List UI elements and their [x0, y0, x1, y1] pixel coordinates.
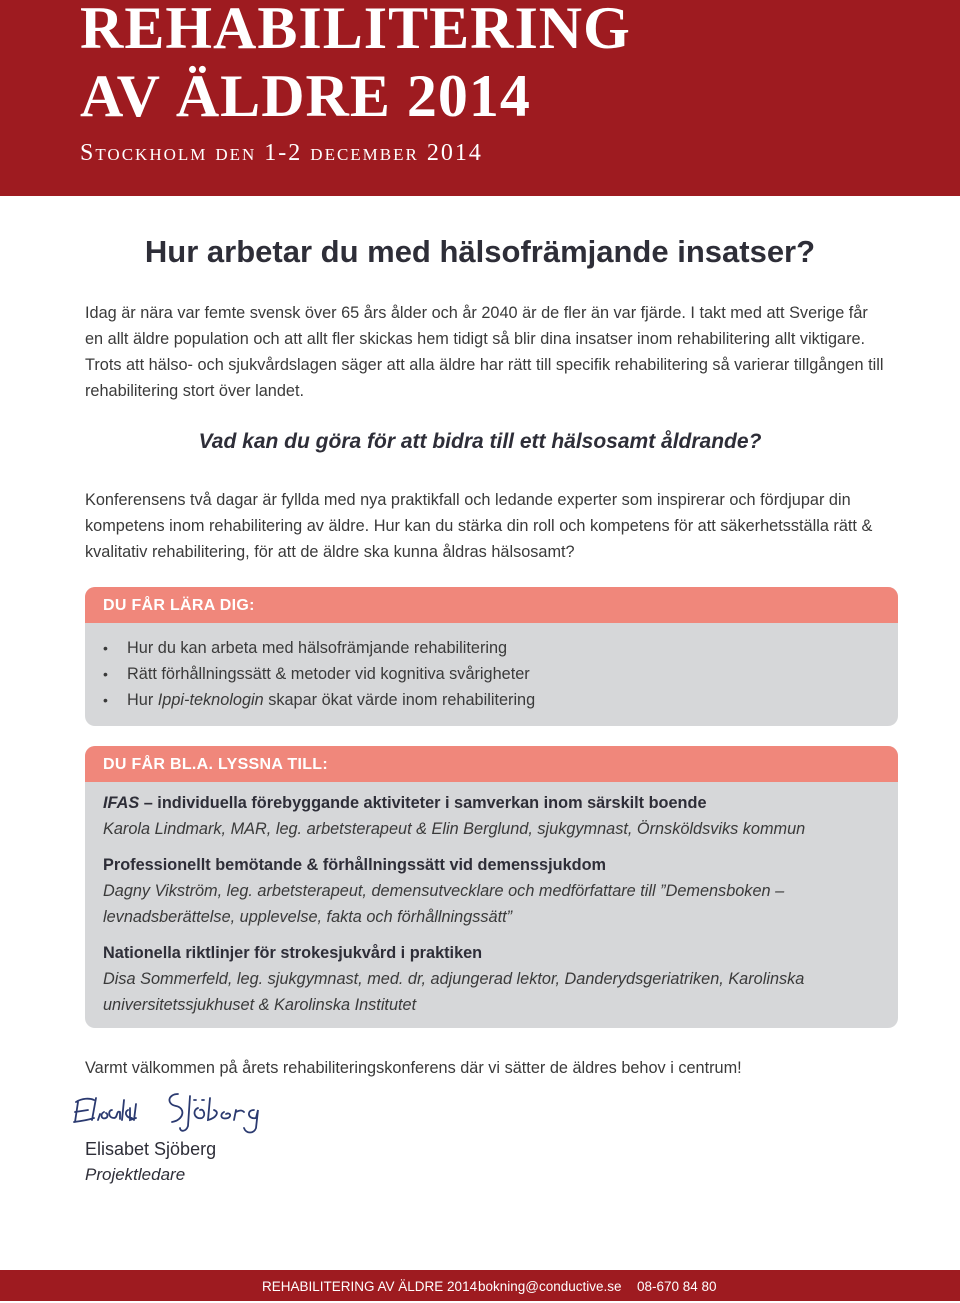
- handwritten-signature: [70, 1088, 280, 1136]
- learn-list-item: [85, 687, 898, 713]
- question-heading: Vad kan du göra för att bidra till ett hälsosamt åldrande?: [198, 430, 762, 453]
- event-title: [80, 0, 631, 130]
- talk-title: [103, 940, 880, 966]
- learn-box-heading: DU FÅR LÄRA DIG:: [85, 587, 898, 623]
- welcome-text: Varmt välkommen på årets rehabiliteringskonferens där vi sätter de äldres behov i centrum!: [85, 1059, 742, 1077]
- signer-role: Projektledare: [85, 1165, 186, 1184]
- talk-item: [85, 940, 898, 1018]
- talk-title: [103, 790, 880, 816]
- learn-item-text: skapar ökat värde inom rehabilitering: [263, 691, 536, 709]
- headline: Hur arbetar du med hälsofrämjande insatser?: [144, 234, 816, 269]
- footer-event: REHABILITERING AV ÄLDRE 2014: [262, 1279, 478, 1294]
- learn-box: [85, 587, 898, 726]
- event-subtitle: Stockholm den 1-2 december 2014: [80, 140, 483, 166]
- talk-title-emphasis: IFAS: [103, 794, 140, 812]
- talk-speaker: Dagny Vikström, leg. arbetsterapeut, demensutvecklare och medförfattare till ”Demensboken – levnadsberättelse, upplevelse, fakta och förhållningssätt”: [103, 882, 785, 926]
- learn-item-emphasis: Ippi-teknologin: [157, 691, 264, 709]
- talk-item: [85, 790, 898, 842]
- footer-email[interactable]: bokning@conductive.se: [478, 1279, 622, 1294]
- listen-box-heading: DU FÅR BL.A. LYSSNA TILL:: [85, 746, 898, 782]
- learn-list-item: • Rätt förhållningssätt & metoder vid kognitiva svårigheter: [85, 661, 898, 687]
- footer-bar: [0, 1270, 960, 1301]
- talk-title-text: Nationella riktlinjer för strokesjukvård i praktiken: [103, 944, 483, 962]
- talk-speaker: Karola Lindmark, MAR, leg. arbetsterapeut & Elin Berglund, sjukgymnast, Örnsköldsviks kommun: [103, 820, 806, 838]
- conference-paragraph: Konferensens två dagar är fyllda med nya praktikfall och ledande experter som inspirerar och fördjupar din kompetens inom rehabilitering av äldre. Hur kan du stärka din roll och kompetens för att säkerhetsställa rätt & kvalitativ rehabilitering, för att de äldre ska kunna åldras hälsosamt?: [85, 491, 873, 561]
- learn-list: [85, 623, 898, 713]
- talk-title: [103, 852, 880, 878]
- event-title-line2: AV ÄLDRE 2014: [80, 63, 531, 129]
- signer-name: Elisabet Sjöberg: [85, 1139, 217, 1159]
- event-title-line1: REHABILITERING: [80, 0, 631, 61]
- talk-list: [85, 790, 898, 1018]
- talk-speaker: Disa Sommerfeld, leg. sjukgymnast, med. dr, adjungerad lektor, Danderydsgeriatriken, Karolinska universitetssjukhuset & Karolinska Institutet: [103, 970, 805, 1014]
- footer-phone: 08-670 84 80: [637, 1279, 717, 1294]
- listen-box: [85, 746, 898, 1028]
- talk-title-text: – individuella förebyggande aktiviteter i samverkan inom särskilt boende: [139, 794, 707, 812]
- talk-title-text: Professionellt bemötande & förhållningssätt vid demenssjukdom: [103, 856, 607, 874]
- header-banner: [0, 0, 960, 196]
- learn-item-text: Hur: [127, 691, 158, 709]
- intro-paragraph: Idag är nära var femte svensk över 65 års ålder och år 2040 är de fler än var fjärde. I takt med att Sverige får en allt äldre population och att allt fler skickas hem tidigt så blir dina insatser inom rehabilitering allt viktigare. Trots att hälso- och sjukvårdslagen säger att alla äldre har rätt till specifik rehabilitering så varierar tillgången till rehabilitering stort över landet.: [85, 304, 884, 400]
- learn-list-item: • Hur du kan arbeta med hälsofrämjande rehabilitering: [85, 635, 898, 661]
- talk-item: [85, 852, 898, 930]
